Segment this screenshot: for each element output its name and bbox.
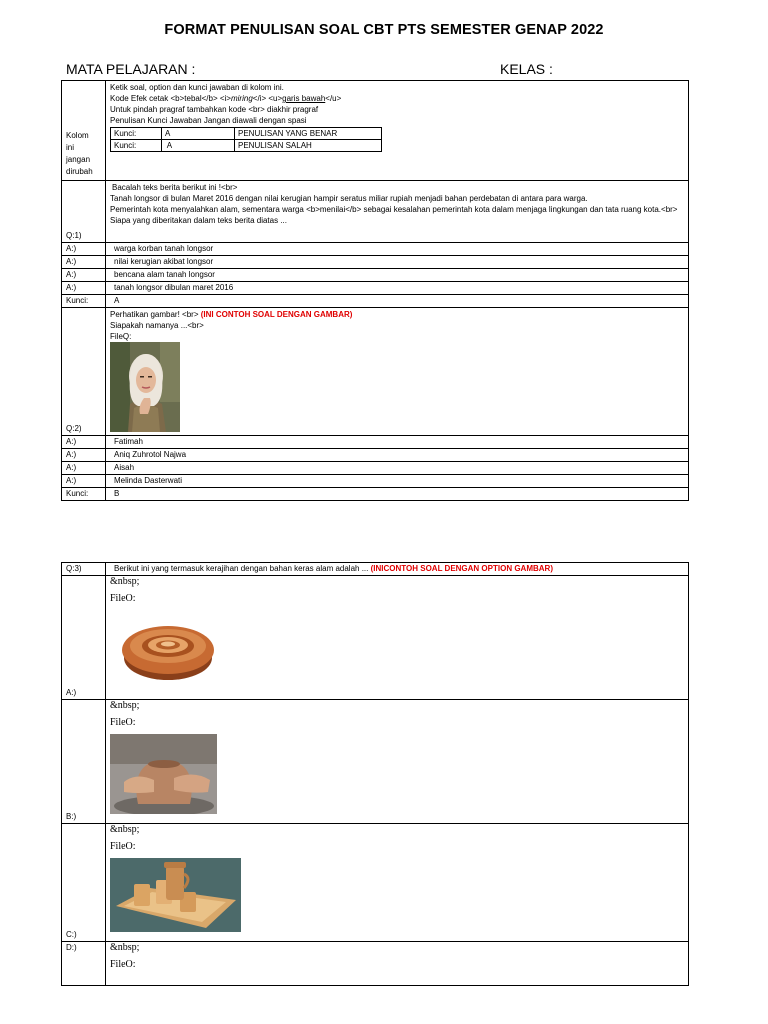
instruction-line-2 xyxy=(110,93,688,104)
kunci-example-value: A xyxy=(162,128,235,140)
format-code-text-2: </i> <u> xyxy=(252,94,283,103)
file-label: FileQ: xyxy=(110,332,132,341)
question-text-cell[interactable] xyxy=(106,308,689,436)
option-text[interactable]: Melinda Dasterwati xyxy=(106,475,689,488)
pottery-making-image xyxy=(110,734,217,814)
kunci-label: Kunci: xyxy=(62,295,106,308)
option-label: A:) xyxy=(62,243,106,256)
question-line: Siapakah namanya ...<br> xyxy=(110,321,204,330)
question-label: Q:2) xyxy=(62,308,106,436)
nbsp-code: &nbsp; xyxy=(110,700,140,711)
kelas-label: KELAS : xyxy=(500,61,553,77)
format-code-text-3: </u> xyxy=(325,94,342,103)
option-label: A:) xyxy=(62,576,106,700)
wooden-bowl-image xyxy=(110,610,222,690)
underline-sample: garis bawah xyxy=(282,94,326,103)
option-label: D:) xyxy=(62,942,106,986)
option-label: A:) xyxy=(62,462,106,475)
option-label: A:) xyxy=(62,449,106,462)
question-label: Q:3) xyxy=(62,563,106,576)
option-label: B:) xyxy=(62,700,106,824)
red-note: (INICONTOH SOAL DENGAN OPTION GAMBAR) xyxy=(370,564,553,573)
question-text: Perhatikan gambar! <br> xyxy=(110,310,201,319)
option-cell[interactable] xyxy=(106,700,689,824)
question-label: Q:1) xyxy=(62,181,106,243)
option-label: A:) xyxy=(62,256,106,269)
kunci-value[interactable]: A xyxy=(106,295,689,308)
kunci-example-row xyxy=(111,140,382,152)
instructions-cell[interactable] xyxy=(106,81,689,181)
kunci-label: Kunci: xyxy=(62,488,106,501)
question-line xyxy=(110,309,688,320)
wooden-tray-set-image xyxy=(110,858,241,932)
instruction-line-1: Ketik soal, option dan kunci jawaban di kolom ini. xyxy=(110,83,284,92)
nbsp-code: &nbsp; xyxy=(110,824,140,835)
option-text[interactable]: bencana alam tanah longsor xyxy=(106,269,689,282)
format-code-text: Kode Efek cetak <b>tebal</b> <i> xyxy=(110,94,231,103)
italic-sample: miring xyxy=(230,94,253,103)
file-label: FileO: xyxy=(110,959,136,970)
side-note-label xyxy=(62,81,106,181)
red-note: (INI CONTOH SOAL DENGAN GAMBAR) xyxy=(200,310,353,319)
kunci-example-note: PENULISAN YANG BENAR xyxy=(235,128,382,140)
question-line: Tanah longsor di bulan Maret 2016 dengan nilai kerugian hampir seratus miliar rupiah menjadi bahan perdebatan di antara para warga. xyxy=(110,194,588,203)
kunci-example-note: PENULISAN SALAH xyxy=(235,140,382,152)
side-note-text: Kolom ini jangan dirubah xyxy=(66,131,93,176)
option-text[interactable]: Aisah xyxy=(106,462,689,475)
nbsp-code: &nbsp; xyxy=(110,942,140,953)
kunci-example-row xyxy=(111,128,382,140)
question-table-2 xyxy=(61,562,689,986)
nbsp-code: &nbsp; xyxy=(110,576,140,587)
option-cell[interactable] xyxy=(106,942,689,986)
option-text[interactable]: nilai kerugian akibat longsor xyxy=(106,256,689,269)
kunci-example-label: Kunci: xyxy=(111,140,162,152)
option-text[interactable]: warga korban tanah longsor xyxy=(106,243,689,256)
page-title: FORMAT PENULISAN SOAL CBT PTS SEMESTER GENAP 2022 xyxy=(164,22,604,38)
file-label: FileO: xyxy=(110,717,136,728)
mata-pelajaran-label: MATA PELAJARAN : xyxy=(66,61,196,77)
option-label: A:) xyxy=(62,269,106,282)
kunci-example-value: A xyxy=(162,140,235,152)
option-label: A:) xyxy=(62,475,106,488)
question-text: Berikut ini yang termasuk kerajihan dengan bahan keras alam adalah ... xyxy=(114,564,371,573)
woman-portrait-image xyxy=(110,342,180,432)
kunci-example-label: Kunci: xyxy=(111,128,162,140)
file-label: FileO: xyxy=(110,593,136,604)
question-line: Pemerintah kota menyalahkan alam, sementara warga <b>menilai</b> sebagai kesalahan pemerintah kota dalam menjaga lingkungan dan tata ruang kota.<br> xyxy=(110,205,678,214)
option-text[interactable]: Fatimah xyxy=(106,436,689,449)
kunci-example-table xyxy=(110,127,382,152)
file-label: FileO: xyxy=(110,841,136,852)
option-label: C:) xyxy=(62,824,106,942)
instruction-line-4: Penulisan Kunci Jawaban Jangan diawali dengan spasi xyxy=(110,116,307,125)
question-text-cell[interactable] xyxy=(106,563,689,576)
option-cell[interactable] xyxy=(106,576,689,700)
question-text-cell[interactable] xyxy=(106,181,689,243)
option-label: A:) xyxy=(62,436,106,449)
question-table-1 xyxy=(61,80,689,501)
option-label: A:) xyxy=(62,282,106,295)
question-line: Siapa yang diberitakan dalam teks berita diatas ... xyxy=(110,216,287,225)
kunci-value[interactable]: B xyxy=(106,488,689,501)
option-text[interactable]: Aniq Zuhrotol Najwa xyxy=(106,449,689,462)
question-line: Bacalah teks berita berikut ini !<br> xyxy=(112,183,238,192)
option-text[interactable]: tanah longsor dibulan maret 2016 xyxy=(106,282,689,295)
option-cell[interactable] xyxy=(106,824,689,942)
instruction-line-3: Untuk pindah pragraf tambahkan kode <br> diakhir pragraf xyxy=(110,105,319,114)
